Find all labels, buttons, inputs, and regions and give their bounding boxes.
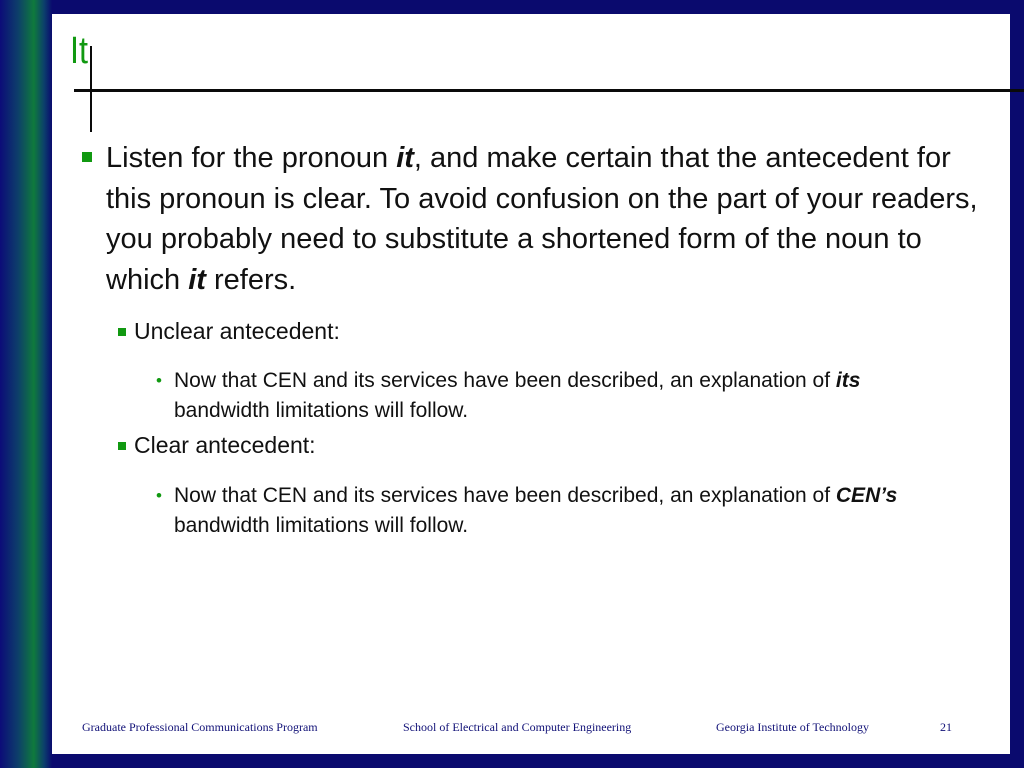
slide-footer bbox=[52, 717, 1010, 737]
square-bullet-icon bbox=[118, 442, 126, 450]
example-clear-text bbox=[174, 481, 956, 541]
example-clear bbox=[156, 481, 956, 541]
clear-label: Clear antecedent: bbox=[134, 432, 316, 458]
footer-page-number: 21 bbox=[940, 720, 952, 734]
bullet-main bbox=[82, 138, 982, 300]
example-clear-part1: Now that CEN and its services have been described, an explanation of bbox=[174, 484, 836, 507]
footer-school: School of Electrical and Computer Engineering bbox=[403, 720, 632, 734]
dot-bullet-icon: • bbox=[156, 371, 162, 390]
example-clear-part2: bandwidth limitations will follow. bbox=[174, 514, 469, 537]
bullet-main-part3: refers. bbox=[205, 263, 297, 296]
slide-canvas bbox=[52, 14, 1010, 754]
unclear-label: Unclear antecedent: bbox=[134, 318, 340, 344]
example-unclear-part2: bandwidth limitations will follow. bbox=[174, 399, 469, 422]
sub-bullet-clear bbox=[118, 430, 968, 460]
bullet-main-part2: , and make certain that the antecedent for this pronoun is clear. To avoid confusion on the part of your readers, you probably need to substitute a shortened form of the noun to which bbox=[106, 142, 978, 296]
footer-program: Graduate Professional Communications Program bbox=[82, 720, 318, 734]
sub-bullet-unclear bbox=[118, 316, 968, 346]
bullet-main-text bbox=[106, 138, 982, 300]
square-bullet-icon bbox=[118, 328, 126, 336]
left-gradient-band bbox=[0, 0, 52, 768]
footer-institute: Georgia Institute of Technology bbox=[716, 720, 870, 734]
example-unclear-text bbox=[174, 366, 956, 426]
emphasis-it-2: it bbox=[188, 263, 206, 296]
slide-title: It bbox=[70, 30, 88, 72]
square-bullet-icon bbox=[82, 152, 92, 162]
bullet-main-part1: Listen for the pronoun bbox=[106, 142, 397, 174]
example-unclear-part1: Now that CEN and its services have been described, an explanation of bbox=[174, 369, 836, 392]
example-unclear bbox=[156, 366, 956, 426]
slide-content bbox=[52, 14, 1010, 754]
emphasis-cens: CEN’s bbox=[835, 484, 898, 507]
emphasis-its: its bbox=[835, 369, 861, 392]
dot-bullet-icon: • bbox=[156, 486, 162, 505]
emphasis-it-1: it bbox=[396, 142, 414, 174]
